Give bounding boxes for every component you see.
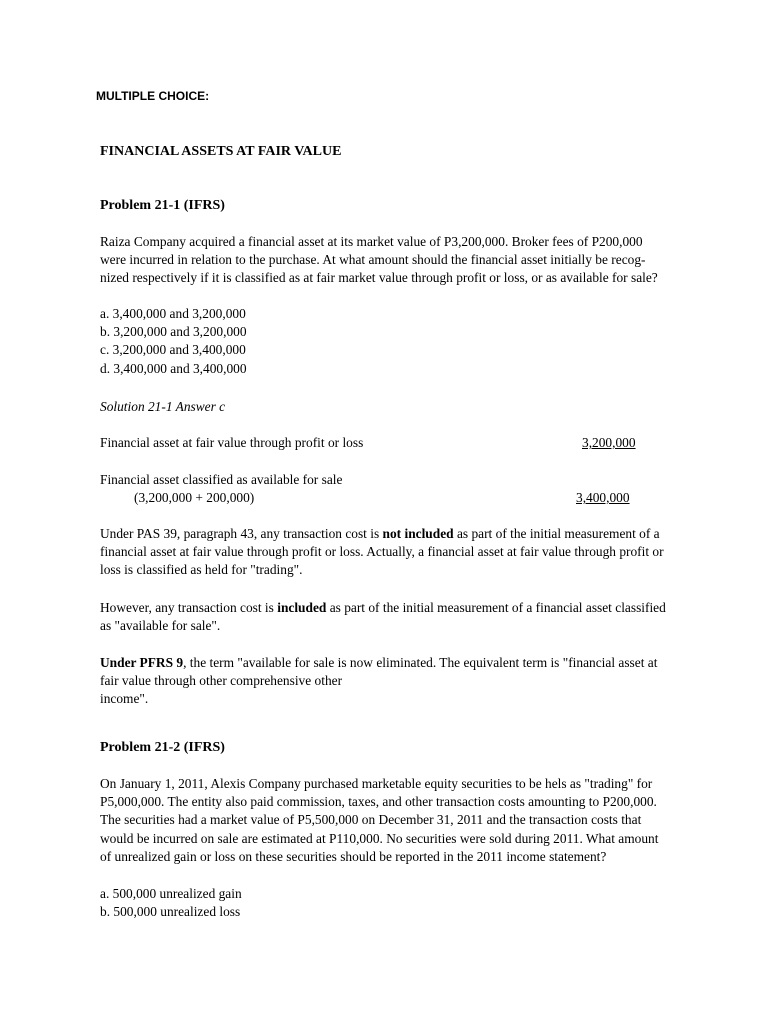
text-run: , the term "available for sale is now eliminated. The equivalent term is "financial asset at <box>183 655 658 670</box>
text-run: as part of the initial measurement of a financial asset classified <box>326 600 666 615</box>
multiple-choice-header: MULTIPLE CHOICE: <box>96 89 210 103</box>
question-line: The securities had a market value of P5,500,000 on December 31, 2011 and the transaction costs that <box>100 812 642 828</box>
problem-21-2-question <box>100 775 658 866</box>
question-line: would be incurred on sale are estimated at P110,000. No securities were sold during 2011. What amount <box>100 830 659 846</box>
question-line: P5,000,000. The entity also paid commission, taxes, and other transaction costs amounting to P200,000. <box>100 794 657 810</box>
section-title: FINANCIAL ASSETS AT FAIR VALUE <box>100 144 342 159</box>
emphasis-included: included <box>277 600 327 615</box>
choice-a: a. 500,000 unrealized gain <box>100 886 242 901</box>
paragraph-line: as "available for sale". <box>100 618 221 634</box>
question-line: were incurred in relation to the purchase. At what amount should the financial asset initially be recog- <box>100 252 646 268</box>
question-line: nized respectively if it is classified as at fair market value through profit or loss, or as available for sale? <box>100 270 658 286</box>
pas39-paragraph <box>100 525 664 580</box>
paragraph-line <box>100 599 666 617</box>
choice-d: d. 3,400,000 and 3,400,000 <box>100 360 247 376</box>
paragraph-line: financial asset at fair value through profit or loss. Actually, a financial asset at fair value through profit or <box>100 544 664 560</box>
paragraph-line: fair value through other comprehensive other <box>100 673 343 689</box>
question-line: Raiza Company acquired a financial asset at its market value of P3,200,000. Broker fees of P200,000 <box>100 234 643 249</box>
paragraph-line <box>100 654 657 672</box>
choice-b: b. 500,000 unrealized loss <box>100 904 241 920</box>
choice-a: a. 3,400,000 and 3,200,000 <box>100 306 246 321</box>
problem-21-1-choices <box>100 305 247 378</box>
question-line: On January 1, 2011, Alexis Company purchased marketable equity securities to be hels as "trading" for <box>100 776 653 791</box>
choice-c: c. 3,200,000 and 3,400,000 <box>100 342 246 358</box>
afs-label: Financial asset classified as available for sale <box>100 472 343 487</box>
problem-21-1-question <box>100 233 658 288</box>
emphasis-pfrs9: Under PFRS 9 <box>100 655 184 670</box>
fvtpl-label: Financial asset at fair value through profit or loss <box>100 435 364 450</box>
problem-21-2-title: Problem 21-2 (IFRS) <box>100 740 225 755</box>
solution-label: Solution 21-1 Answer c <box>100 399 226 414</box>
problem-21-2-choices <box>100 885 242 921</box>
text-run: Under PAS 39, paragraph 43, any transaction cost is <box>100 526 383 541</box>
question-line: of unrealized gain or loss on these securities should be reported in the 2011 income statement? <box>100 848 607 864</box>
paragraph-line: loss is classified as held for "trading". <box>100 562 303 578</box>
afs-amount: 3,400,000 <box>576 490 630 505</box>
problem-21-1-title: Problem 21-1 (IFRS) <box>100 198 225 213</box>
afs-computation: (3,200,000 + 200,000) <box>134 490 255 505</box>
paragraph-line: income". <box>100 691 149 707</box>
text-run: as part of the initial measurement of a <box>453 526 660 541</box>
pfrs9-paragraph <box>100 654 657 709</box>
emphasis-not-included: not included <box>382 526 454 541</box>
paragraph-line <box>100 525 664 543</box>
choice-b: b. 3,200,000 and 3,200,000 <box>100 324 247 340</box>
afs-paragraph <box>100 599 666 635</box>
text-run: However, any transaction cost is <box>100 600 278 615</box>
fvtpl-amount: 3,200,000 <box>582 435 636 450</box>
